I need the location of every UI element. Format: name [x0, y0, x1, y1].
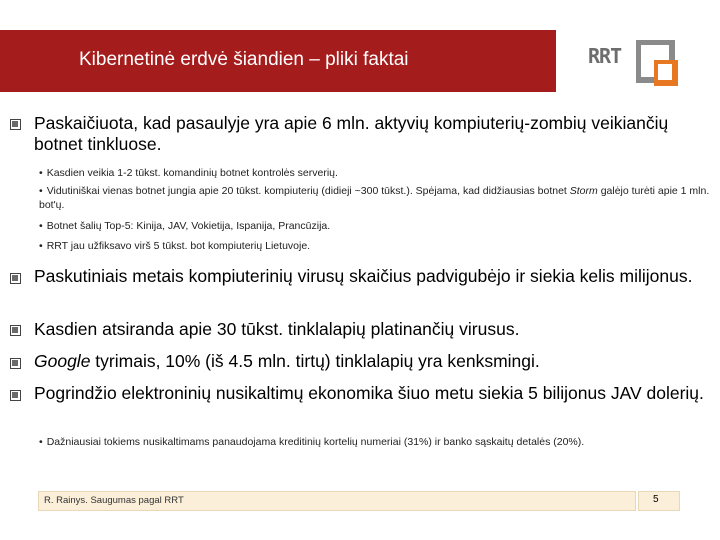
footer-author: R. Rainys. Saugumas pagal RRT — [44, 495, 184, 506]
bullet-3-text: Kasdien atsiranda apie 30 tūkst. tinklalapių platinančių virusus. — [34, 319, 520, 339]
bullet-icon — [10, 119, 21, 130]
page-number-box — [638, 491, 680, 511]
bullet-icon — [10, 358, 21, 369]
logo-text: RRT — [588, 44, 622, 68]
bullet-4-text: Google tyrimais, 10% (iš 4.5 mln. tirtų) tinklalapių yra kenksmingi. — [34, 351, 540, 371]
bullet-icon — [10, 325, 21, 336]
sub-bullet-dot: • — [39, 220, 43, 232]
google-emphasis: Google — [34, 351, 91, 371]
sub-bullet-5-1: • Dažniausiai tokiems nusikaltimams panaudojama kreditinių kortelių numeriai (31%) ir banko sąskaitų detalės (20%). — [39, 436, 585, 448]
bullet-2-text: Paskutiniais metais kompiuterinių virusų skaičius padvigubėjo ir siekia kelis milijonus. — [34, 266, 693, 286]
bullet-icon — [10, 390, 21, 401]
sub-bullet-dot: • — [39, 167, 43, 179]
sub-bullet-dot: • — [39, 436, 43, 448]
sub-bullet-1-3: • Botnet šalių Top-5: Kinija, JAV, Vokietija, Ispanija, Prancūzija. — [39, 220, 331, 232]
slide-title: Kibernetinė erdvė šiandien – pliki faktai — [79, 49, 409, 70]
sub-bullet-1-4: • RRT jau užfiksavo virš 5 tūkst. bot kompiuterių Lietuvoje. — [39, 240, 311, 252]
logo-square-icon — [636, 40, 680, 88]
sub-bullet-dot: • — [39, 185, 43, 197]
bullet-5-text: Pogrindžio elektroninių nusikaltimų ekonomika šiuo metu siekia 5 bilijonus JAV dolerių. — [34, 383, 704, 403]
rrt-logo — [584, 40, 684, 92]
sub-bullet-dot: • — [39, 240, 43, 252]
page-number: 5 — [653, 494, 659, 505]
sub-bullet-1-2: • Vidutiniškai vienas botnet jungia apie 20 tūkst. kompiuterių (didieji ~300 tūkst.). Spėjama, kad didžiausias botnet Storm galėjo turėti apie 1 mln. bot'ų. — [39, 185, 710, 211]
sub-bullet-1-1: • Kasdien veikia 1-2 tūkst. komandinių botnet kontrolės serverių. — [39, 167, 338, 179]
bullet-icon — [10, 273, 21, 284]
bullet-1-text: Paskaičiuota, kad pasaulyje yra apie 6 mln. aktyvių kompiuterių-zombių veikiančių botnet tinkluose. — [34, 113, 669, 154]
